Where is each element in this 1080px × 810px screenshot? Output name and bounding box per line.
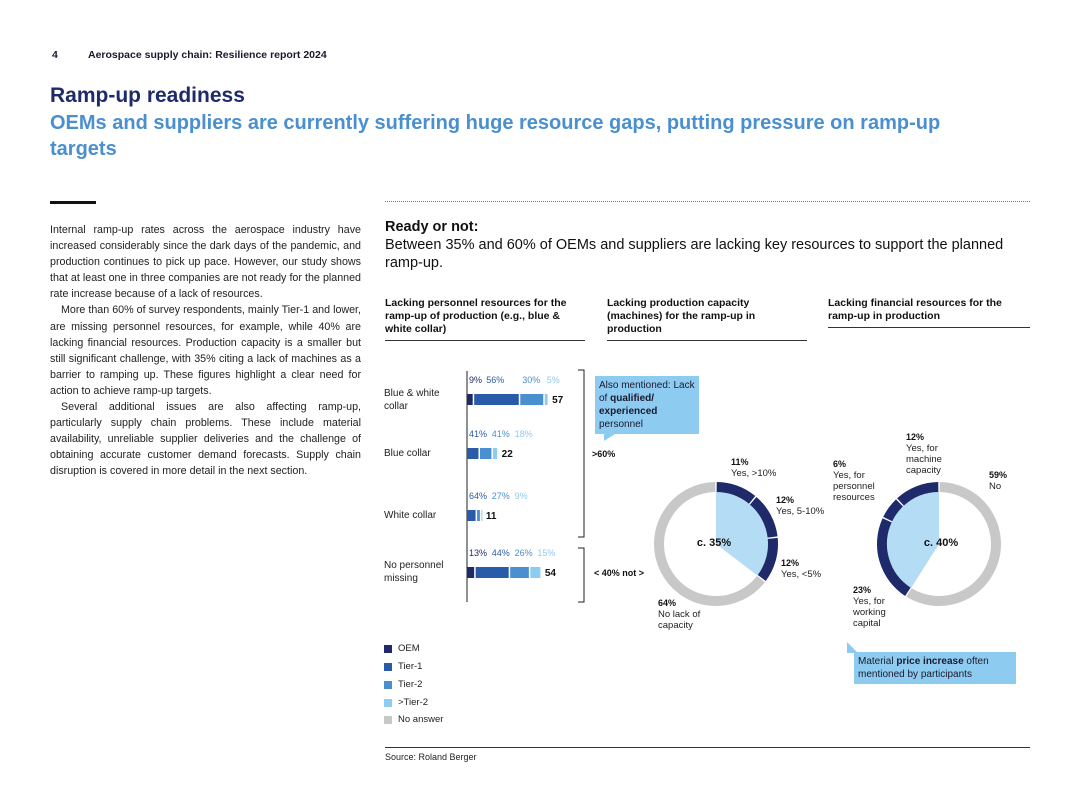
bar-segment-label-2-2: 9%	[514, 491, 528, 501]
bar-segment-tier-1-2	[467, 510, 476, 521]
donut-fin-label-0-text-0: Yes, for	[906, 443, 938, 454]
legend-no-answer: No answer	[384, 714, 443, 725]
bar-total-label-1: 22	[501, 449, 513, 460]
row-label-blue-collar: Blue collar	[384, 448, 431, 459]
legend-tier-2: Tier-2	[384, 679, 422, 690]
donut-fin-label-2-text-2: capital	[853, 618, 881, 629]
donut-prod-label-0-text: Yes, >10%	[731, 468, 777, 479]
callout-pointer-personnel	[604, 432, 620, 442]
donut-prod-label-2-pct: 12%	[781, 558, 800, 568]
bar-segment-tier-1-1	[467, 448, 478, 459]
column-header-personnel: Lacking personnel resources for the ramp-up of production (e.g., blue & white collar)	[385, 297, 585, 341]
bar-segment-label-3-1: 44%	[491, 548, 510, 558]
donut-fin-label-0-pct: 12%	[906, 432, 925, 442]
bar-total-label-0: 57	[552, 395, 564, 406]
row-label-blue-white-collar: Blue & white collar	[384, 388, 440, 412]
donut-fin-center-label: c. 40%	[923, 537, 959, 549]
bar-segment-label-1-2: 18%	[514, 429, 533, 439]
bar-segment-oem-3	[467, 567, 474, 578]
bar-segment-gt-tier-2-0	[545, 394, 548, 405]
page-headline: Ramp-up readiness	[50, 84, 245, 107]
donut-prod-label-3-pct: 64%	[658, 598, 677, 608]
bar-segment-gt-tier-2-3	[530, 567, 540, 578]
bracket-label-upper: >60%	[592, 449, 616, 459]
bracket-lower	[578, 548, 584, 602]
donut-prod-label-1-pct: 12%	[776, 495, 795, 505]
bar-segment-label-2-1: 27%	[491, 491, 510, 501]
bar-segment-label-0-1: 56%	[486, 375, 505, 385]
donut-fin-label-1-text-0: Yes, for	[833, 470, 865, 481]
bar-segment-label-1-0: 41%	[469, 429, 488, 439]
personnel-bar-chart	[467, 371, 564, 602]
donut-prod-label-3-text-2: capacity	[658, 620, 693, 631]
donut-prod-label-0-pct: 11%	[731, 457, 749, 467]
bar-segment-tier-2-3	[510, 567, 529, 578]
page-subheadline: OEMs and suppliers are currently suffering huge resource gaps, putting pressure on ramp-up targets	[50, 112, 941, 160]
callout-personnel: Also mentioned: Lack of qualified/ experienced personnel	[595, 376, 699, 434]
donut-prod-label-3-text-1: No lack of	[658, 609, 701, 620]
body-paragraph-3: Several additional issues are also affecting ramp-up, particularly supply chain problems. These include material availability, unreliable supplier deliveries and the challenge of obtaining accurate customer demand forecasts. Supply chain disruption is covered in more detail in the next section.	[50, 401, 361, 478]
donut-fin-label-2-pct: 23%	[853, 585, 872, 595]
bar-segment-tier-2-1	[480, 448, 491, 459]
bar-segment-label-3-2: 26%	[514, 548, 533, 558]
bar-segment-label-1-1: 41%	[491, 429, 510, 439]
bar-segment-tier-2-0	[520, 394, 543, 405]
bar-segment-label-0-3: 5%	[546, 375, 560, 385]
bracket-label-lower: < 40% not >	[594, 568, 645, 578]
bar-segment-label-3-3: 15%	[537, 548, 556, 558]
figure-title: Ready or not:	[385, 219, 479, 235]
source-divider	[385, 747, 1030, 748]
donut-prod-center-label: c. 35%	[696, 537, 732, 549]
page-number: 4	[52, 49, 58, 61]
donut-fin-label-0-text-2: capacity	[906, 465, 941, 476]
donut-fin-label-1-pct: 6%	[833, 459, 847, 469]
column-header-production: Lacking production capacity (machines) for the ramp-up in production	[607, 297, 807, 341]
bar-segment-label-3-0: 13%	[469, 548, 488, 558]
callout-financial: Material price increase often mentioned by participants	[854, 652, 1016, 684]
bar-segment-tier-1-0	[474, 394, 519, 405]
callout-pointer-financial	[847, 642, 859, 654]
donut-prod-label-2-text: Yes, <5%	[781, 569, 822, 580]
financial-donut-chart	[833, 432, 1007, 629]
document-title: Aerospace supply chain: Resilience report 2024	[88, 49, 327, 61]
donut-fin-label-3-pct: 59%	[989, 470, 1008, 480]
column-header-financial: Lacking financial resources for the ramp-up in production	[828, 297, 1030, 328]
bar-segment-label-0-2: 30%	[522, 375, 541, 385]
bar-segment-tier-2-2	[477, 510, 480, 521]
row-label-no-personnel-missing: No personnel missing	[384, 560, 444, 584]
bar-segment-tier-1-3	[476, 567, 509, 578]
bar-segment-label-0-0: 9%	[469, 375, 483, 385]
bar-segment-oem-0	[467, 394, 473, 405]
bar-total-label-2: 11	[485, 511, 497, 522]
donut-fin-label-2-text-1: working	[853, 607, 886, 618]
legend-oem: OEM	[384, 643, 420, 654]
donut-fin-label-3-text-0: No	[989, 481, 1002, 492]
bar-segment-label-2-0: 64%	[469, 491, 488, 501]
production-donut-chart	[658, 457, 825, 631]
donut-fin-label-1-text-1: personnel	[833, 481, 875, 492]
donut-prod-label-1-text: Yes, 5-10%	[776, 506, 825, 517]
bracket-upper	[578, 370, 584, 537]
bar-total-label-3: 54	[544, 568, 557, 579]
body-paragraph-2: More than 60% of survey respondents, mainly Tier-1 and lower, are missing personnel resources, for example, while 40% are lacking financial resources. Production capacity is a smaller but still significant challenge, with 35% citing a lack of machines as a barrier to ramping up. These figures highlight a clear need for action to achieve ramp-up targets.	[50, 304, 361, 397]
figure-subtitle: Between 35% and 60% of OEMs and suppliers are lacking key resources to support the planned ramp-up.	[385, 237, 1004, 271]
legend-above-tier-2: >Tier-2	[384, 697, 428, 708]
source-note: Source: Roland Berger	[385, 752, 477, 762]
legend-tier-1: Tier-1	[384, 661, 422, 672]
bar-segment-gt-tier-2-1	[493, 448, 497, 459]
bar-segment-gt-tier-2-2	[481, 510, 482, 521]
donut-fin-label-2-text-0: Yes, for	[853, 596, 885, 607]
body-paragraph-1: Internal ramp-up rates across the aerospace industry have increased considerably since the dark days of the pandemic, and production continues to pick up pace. However, our study shows that at least one in three companies are not ready for the planned rate increase because of a lack of resources.	[50, 224, 361, 301]
row-label-white-collar: White collar	[384, 510, 437, 521]
donut-fin-label-0-text-1: machine	[906, 454, 942, 465]
donut-fin-label-1-text-2: resources	[833, 492, 875, 503]
